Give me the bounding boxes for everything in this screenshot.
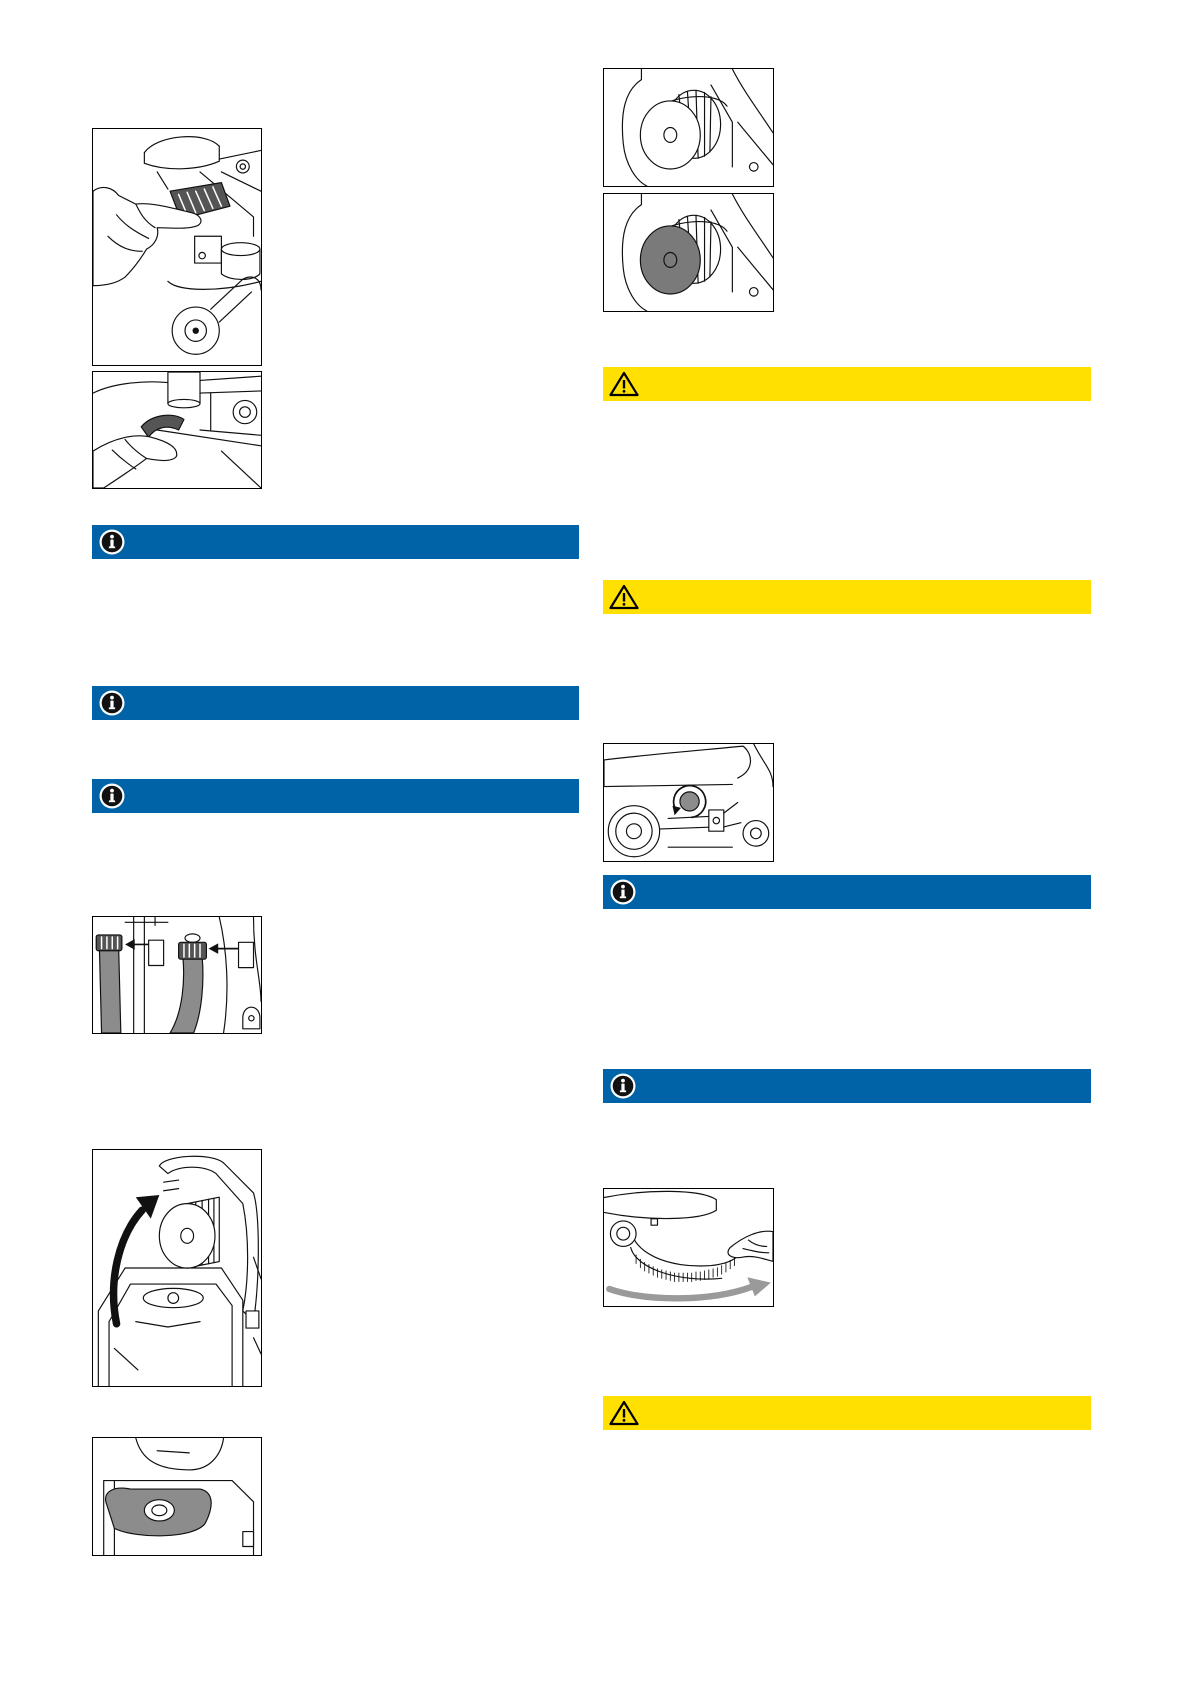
warning-notice-bar bbox=[603, 367, 1091, 401]
warning-icon bbox=[609, 371, 639, 397]
latch bbox=[243, 1532, 254, 1547]
figure-pedal-press-drawing bbox=[93, 129, 261, 365]
filter bbox=[159, 1197, 219, 1268]
wheel bbox=[610, 1221, 636, 1247]
right-hose-clip bbox=[239, 942, 254, 967]
linkage bbox=[709, 803, 769, 847]
figure-tank-insert bbox=[92, 1437, 262, 1556]
hand bbox=[728, 1231, 773, 1261]
lid-latch bbox=[246, 1311, 259, 1328]
figure-adjustment-knob-drawing bbox=[604, 744, 773, 861]
info-icon bbox=[99, 690, 125, 716]
arrow-icon bbox=[209, 943, 238, 954]
figure-lid-open bbox=[92, 1149, 262, 1387]
info-icon bbox=[610, 879, 636, 905]
warning-icon bbox=[609, 584, 639, 610]
adjustment-knob bbox=[672, 786, 705, 818]
figure-filter-clean-drawing bbox=[604, 69, 773, 186]
filter bbox=[640, 90, 727, 169]
left-hose-clip bbox=[149, 940, 164, 965]
figure-brush-rotate-drawing bbox=[604, 1189, 773, 1306]
figure-filter-dirty-drawing bbox=[604, 194, 773, 311]
hand bbox=[93, 436, 177, 488]
arrow-icon bbox=[125, 939, 152, 950]
figure-lever-grip-drawing bbox=[93, 372, 261, 488]
info-notice-bar bbox=[92, 779, 579, 813]
figure-pedal-press bbox=[92, 128, 262, 366]
warning-notice-bar bbox=[603, 580, 1091, 614]
hose-connector bbox=[195, 236, 260, 279]
info-icon bbox=[99, 783, 125, 809]
left-hose bbox=[96, 935, 122, 1033]
lever bbox=[141, 415, 184, 437]
figure-lever-grip bbox=[92, 371, 262, 489]
warning-notice-bar bbox=[603, 1396, 1091, 1430]
figure-filter-clean bbox=[603, 68, 774, 187]
figure-hoses-detach-drawing bbox=[93, 917, 261, 1033]
wheel bbox=[168, 277, 261, 354]
tank bbox=[98, 1268, 242, 1386]
rotate-arrow-icon bbox=[672, 806, 681, 816]
figure-lid-open-drawing bbox=[93, 1150, 261, 1386]
figure-filter-dirty bbox=[603, 193, 774, 312]
wheel bbox=[608, 806, 659, 857]
filter bbox=[640, 215, 727, 294]
figure-hoses-detach bbox=[92, 916, 262, 1034]
info-notice-bar bbox=[92, 686, 579, 720]
figure-adjustment-knob bbox=[603, 743, 774, 862]
info-icon bbox=[99, 529, 125, 555]
info-notice-bar bbox=[92, 525, 579, 559]
figure-tank-insert-drawing bbox=[93, 1438, 261, 1555]
warning-icon bbox=[609, 1400, 639, 1426]
info-notice-bar bbox=[603, 875, 1091, 909]
tank-insert bbox=[106, 1488, 212, 1536]
figure-brush-rotate bbox=[603, 1188, 774, 1307]
right-hose bbox=[170, 934, 206, 1033]
info-icon bbox=[610, 1073, 636, 1099]
info-notice-bar bbox=[603, 1069, 1091, 1103]
curved-arrow-icon bbox=[609, 1277, 771, 1298]
